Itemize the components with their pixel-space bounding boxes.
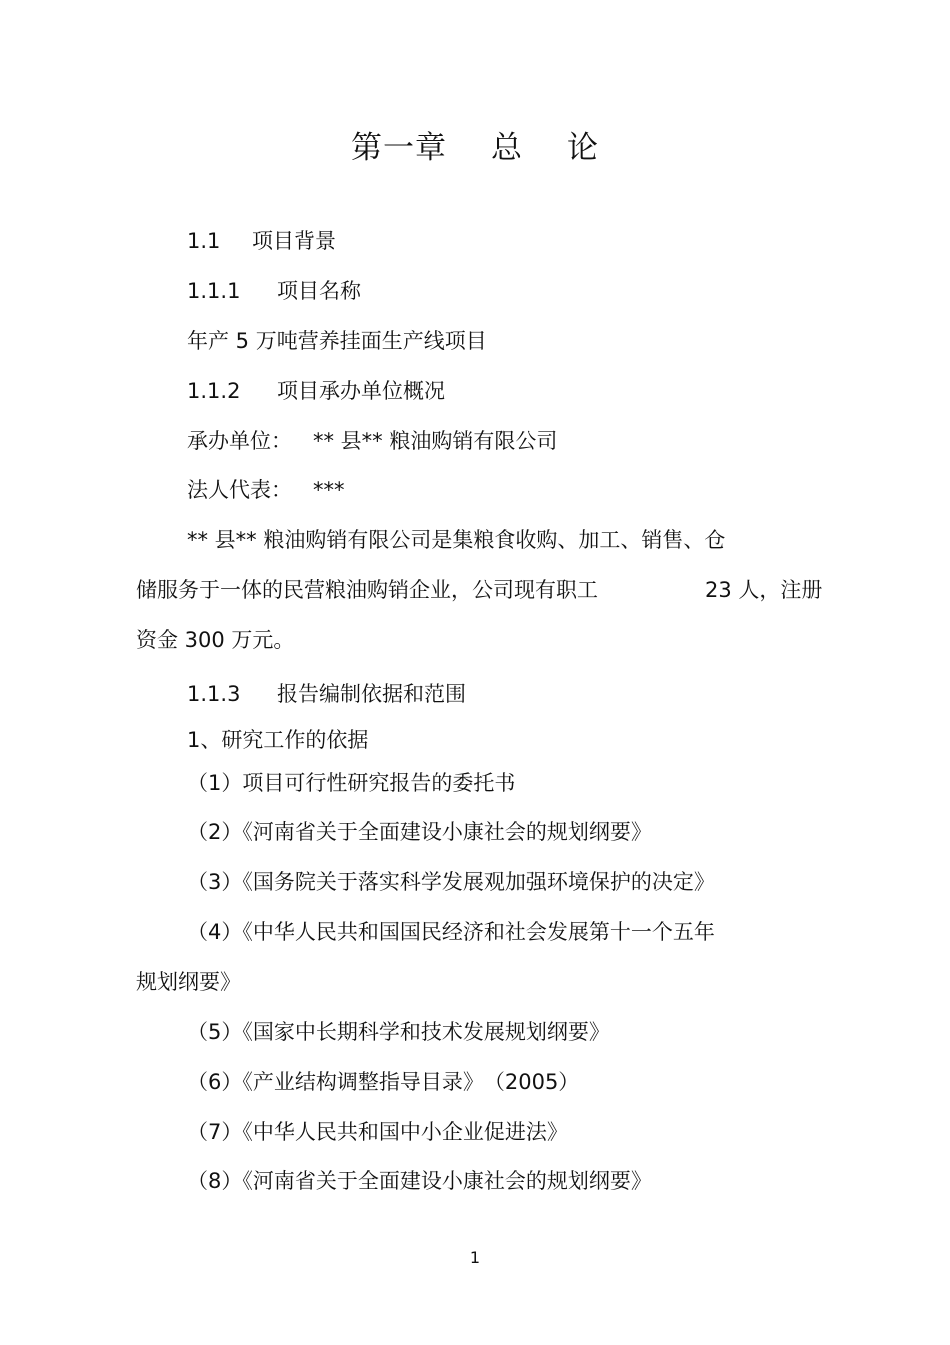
chapter-title [0,122,950,167]
list-item: （3）《国务院关于落实科学发展观加强环境保护的决定》 [187,870,715,894]
intro-line-2 [136,575,598,605]
legal-rep-line [187,475,345,505]
project-name: 年产 5 万吨营养挂面生产线项目 [187,329,487,353]
section-title: 项目背景 [252,229,336,253]
organizer-label: 承办单位： [187,429,292,453]
intro-line-2b: 23 人，注册 [705,578,823,602]
list-item: （4）《中华人民共和国国民经济和社会发展第十一个五年 [187,920,715,944]
intro-line-2a: 储服务于一体的民营粮油购销企业，公司现有职工 [136,578,598,602]
section-number: 1.1 [187,229,221,253]
section-1-1 [187,226,336,256]
list-item: （6）《产业结构调整指导目录》 （2005） [187,1070,580,1094]
section-1-1-1 [187,276,361,306]
chapter-word-1: 总 [491,130,523,166]
legal-rep-value: *** [313,478,345,502]
chapter-word-2: 论 [567,130,599,166]
intro-line-3: 资金 300 万元。 [136,628,295,652]
list-item: （1）项目可行性研究报告的委托书 [187,771,516,795]
section-number: 1.1.2 [187,379,241,403]
list-item: （2）《河南省关于全面建设小康社会的规划纲要》 [187,820,652,844]
page-number: 1 [469,1248,481,1267]
intro-line-1: ** 县** 粮油购销有限公司是集粮食收购、加工、销售、仓 [187,528,726,552]
section-title: 报告编制依据和范围 [277,682,466,706]
list-item-continuation: 规划纲要》 [136,970,241,994]
basis-heading: 1、研究工作的依据 [187,728,369,752]
organizer-line [187,426,557,456]
section-1-1-2 [187,376,445,406]
section-title: 项目名称 [277,279,361,303]
section-number: 1.1.3 [187,682,241,706]
list-item: （7）《中华人民共和国中小企业促进法》 [187,1120,568,1144]
section-1-1-3 [187,679,466,709]
list-item: （8）《河南省关于全面建设小康社会的规划纲要》 [187,1169,652,1193]
section-title: 项目承办单位概况 [277,379,445,403]
list-item: （5）《国家中长期科学和技术发展规划纲要》 [187,1020,610,1044]
legal-rep-label: 法人代表： [187,478,292,502]
section-number: 1.1.1 [187,279,241,303]
chapter-label: 第一章 [351,130,447,166]
organizer-value: ** 县** 粮油购销有限公司 [313,429,558,453]
